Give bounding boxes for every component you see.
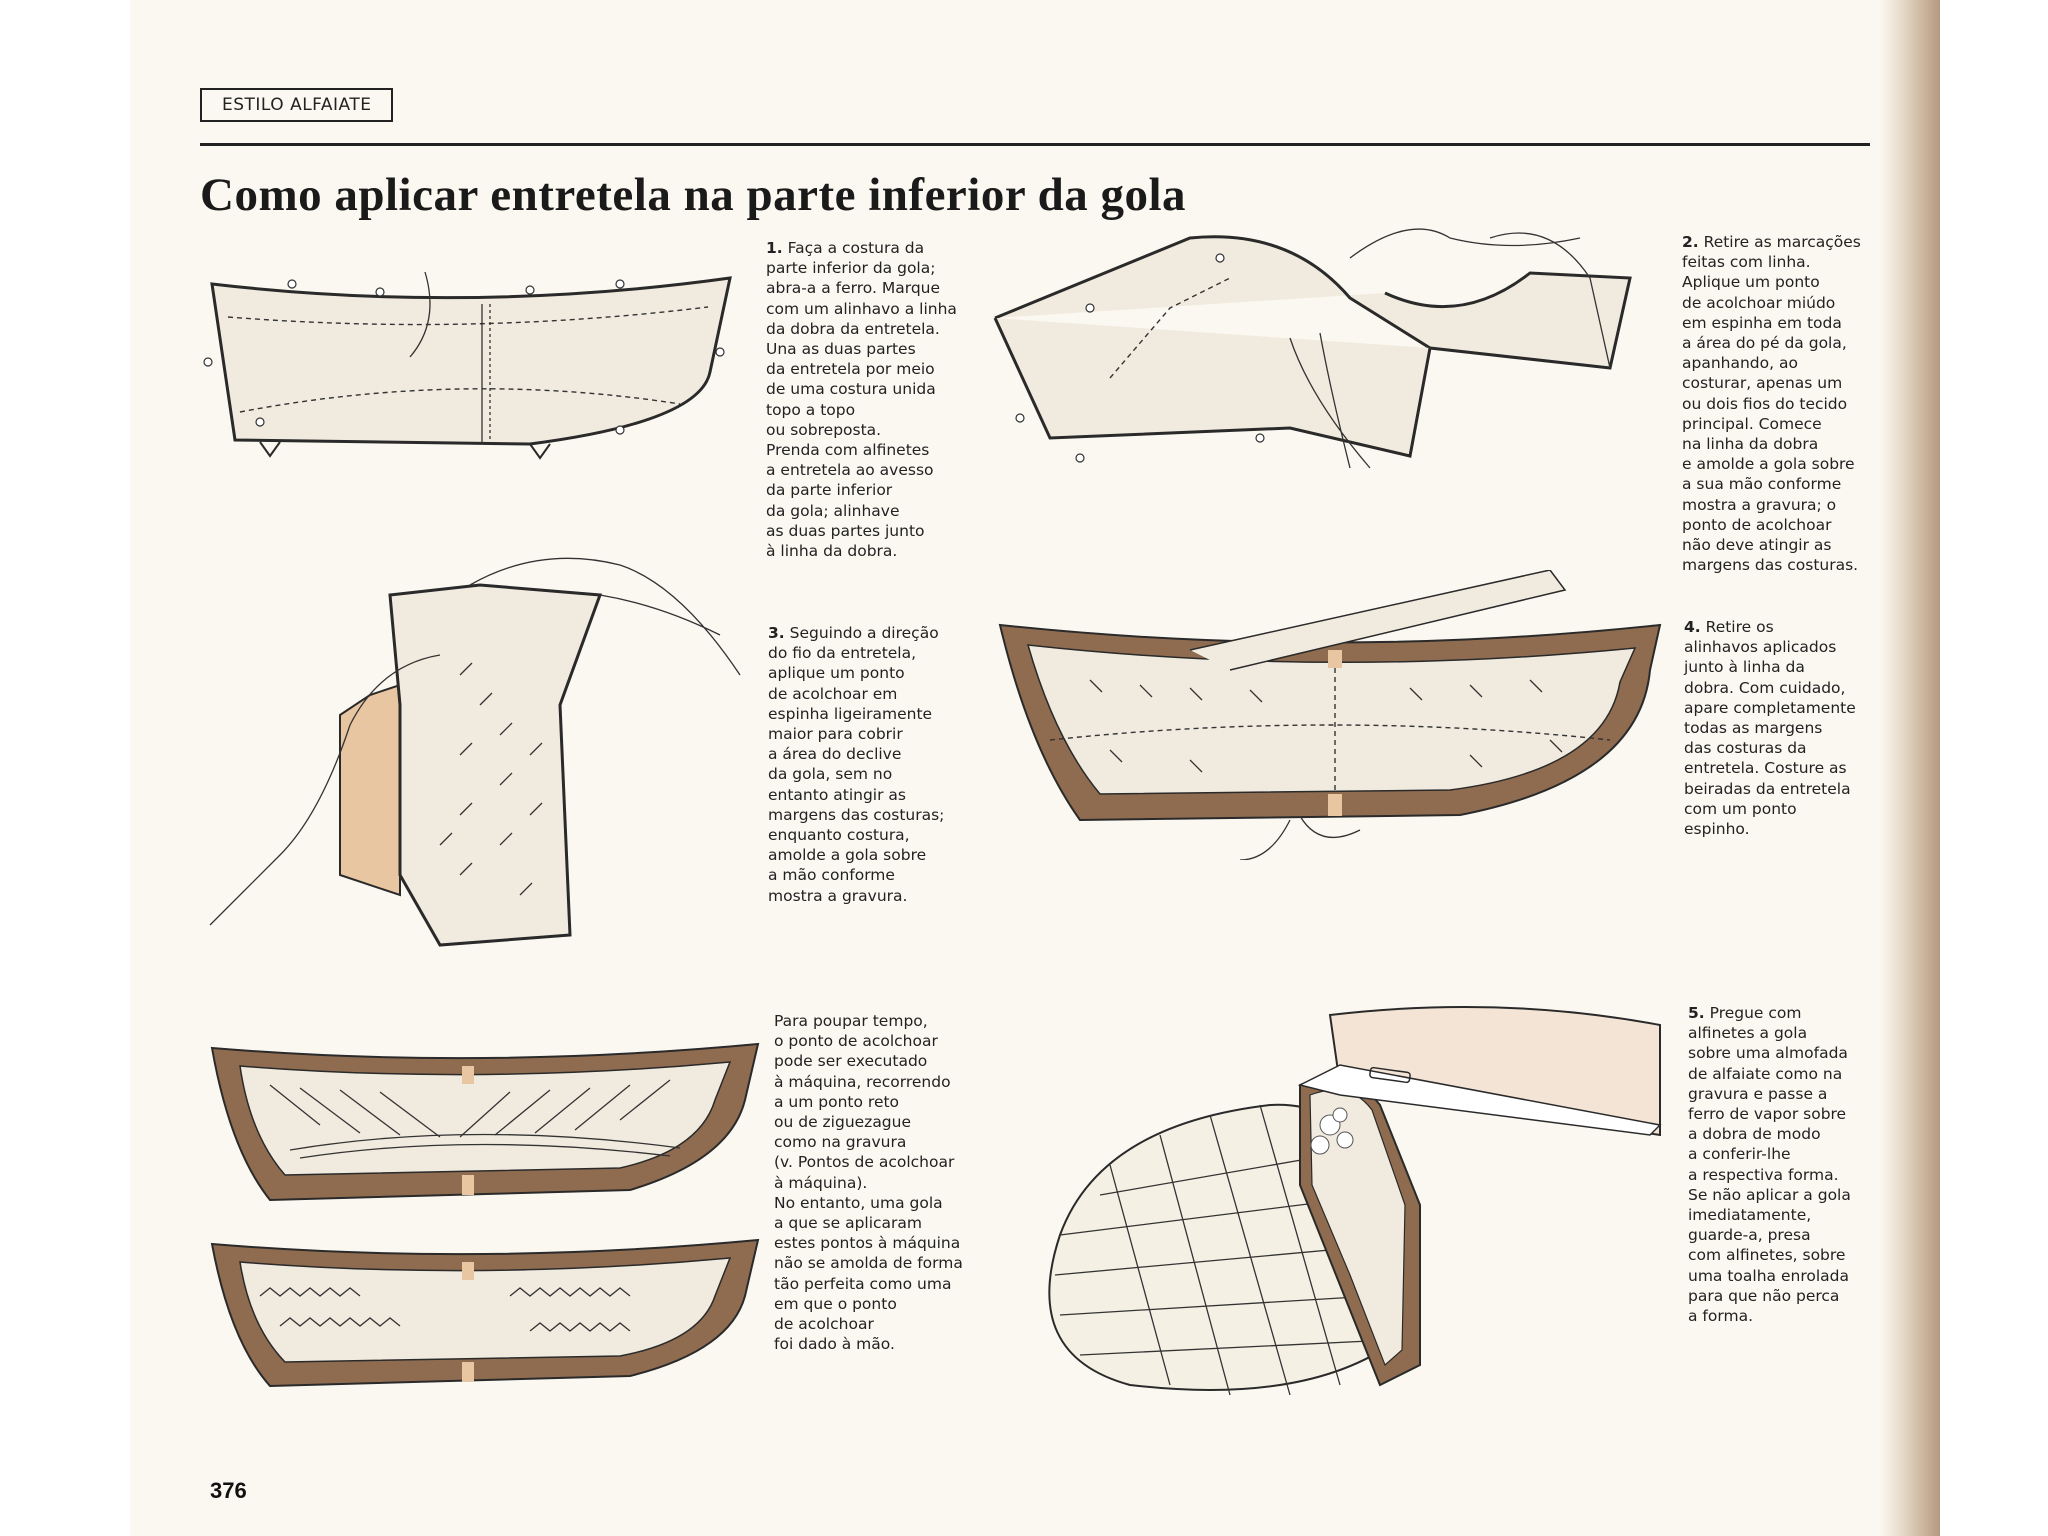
step-number: 1. bbox=[766, 239, 783, 257]
step-1-text: 1. Faça a costura da parte inferior da gola; abra-a a ferro. Marque com um alinhavo a linha da dobra da entretela. Una as duas partes da entretela por meio de uma costura unida topo a topo ou sobreposta. Prenda com alfinetes a entretela ao avesso da parte inferior da gola; alinhave as duas partes junto à linha da dobra. bbox=[766, 239, 957, 561]
step-number: 4. bbox=[1684, 618, 1701, 636]
step-4-text: 4. Retire os alinhavos aplicados junto à linha da dobra. Com cuidado, apare completamente todas as margens das costuras da entretela. Costure as beiradas da entretela com um ponto espinho. bbox=[1684, 618, 1856, 839]
illustration-step-5 bbox=[1000, 1005, 1670, 1415]
header-rule bbox=[200, 143, 1870, 146]
step-number: 3. bbox=[768, 624, 785, 642]
step-number: 5. bbox=[1688, 1004, 1705, 1022]
step-2-text: 2. Retire as marcações feitas com linha. Aplique um ponto de acolchoar miúdo em espinha em toda a área do pé da gola, apanhando, ao costurar, apenas um ou dois fios do tecido principal. Comece na linha da dobra e amolde a gola sobre a sua mão conforme mostra a gravura; o ponto de acolchoar não deve atingir as margens das costuras. bbox=[1682, 233, 1861, 575]
book-spine-shadow bbox=[1880, 0, 1940, 1536]
illustration-machine-zigzag-stitch bbox=[210, 1236, 760, 1396]
step-number: 2. bbox=[1682, 233, 1699, 251]
step-3-text: 3. Seguindo a direção do fio da entretela, aplique um ponto de acolchoar em espinha ligeiramente maior para cobrir a área do declive da gola, sem no entanto atingir as margens das costuras; enquanto costura, amolde a gola sobre a mão conforme mostra a gravura. bbox=[768, 624, 945, 905]
section-label: ESTILO ALFAIATE bbox=[200, 88, 393, 122]
illustration-step-3 bbox=[200, 555, 760, 955]
page-number: 376 bbox=[210, 1478, 247, 1503]
illustration-step-1 bbox=[200, 262, 760, 472]
illustration-step-2 bbox=[990, 218, 1650, 478]
page-title: Como aplicar entretela na parte inferior da gola bbox=[200, 169, 1187, 221]
step-5-text: 5. Pregue com alfinetes a gola sobre uma almofada de alfaiate como na gravura e passe a ferro de vapor sobre a dobra de modo a conferir-lhe a respectiva forma. Se não aplicar a gola imediatamente, guarde-a, presa com alfinetes, sobre uma toalha enrolada para que não perca a forma. bbox=[1688, 1004, 1851, 1326]
machine-quilting-note: Para poupar tempo, o ponto de acolchoar pode ser executado à máquina, recorrendo a um ponto reto ou de ziguezague como na gravura (v. Pontos de acolchoar à máquina). No entanto, uma gola a que se aplicaram estes pontos à máquina não se amolda de forma tão perfeita como uma em que o ponto de acolchoar foi dado à mão. bbox=[774, 1012, 963, 1354]
illustration-step-4 bbox=[990, 570, 1670, 860]
illustration-machine-straight-stitch bbox=[210, 1040, 760, 1210]
